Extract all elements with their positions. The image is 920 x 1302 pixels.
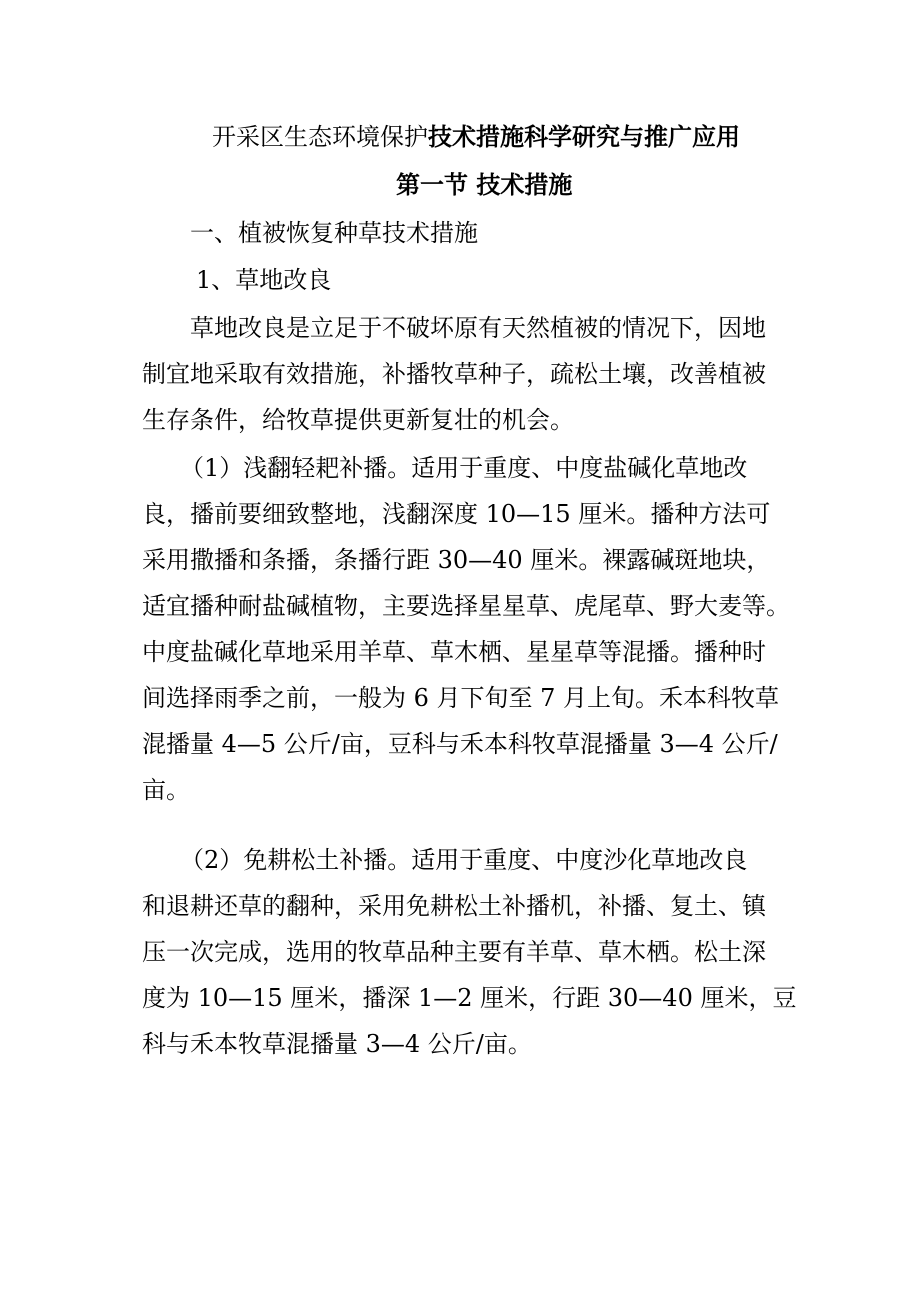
paragraph-line: （1）浅翻轻耙补播。适用于重度、中度盐碱化草地改 xyxy=(180,454,748,482)
paragraph-line: 制宜地采取有效措施，补播牧草种子，疏松土壤，改善植被 xyxy=(142,360,766,388)
paragraph-line: 度为 10—15 厘米，播深 1—2 厘米，行距 30—40 厘米，豆 xyxy=(142,984,797,1012)
paragraph-line: 采用撒播和条播，条播行距 30—40 厘米。裸露碱斑地块， xyxy=(142,546,771,574)
paragraph-line: 科与禾本牧草混播量 3—4 公斤/亩。 xyxy=(142,1030,532,1058)
paragraph-line: 亩。 xyxy=(142,776,190,804)
section-title: 第一节 技术措施 xyxy=(396,170,573,199)
heading-level2: 1、草地改良 xyxy=(196,266,332,294)
paragraph-line: 良，播前要细致整地，浅翻深度 10—15 厘米。播种方法可 xyxy=(142,500,771,528)
paragraph-line: 混播量 4—5 公斤/亩，豆科与禾本科牧草混播量 3—4 公斤/ xyxy=(142,730,778,758)
paragraph-line: 间选择雨季之前，一般为 6 月下旬至 7 月上旬。禾本科牧草 xyxy=(142,684,780,712)
title-regular: 开采区生态环境保护 xyxy=(212,123,428,151)
paragraph-line: 生存条件，给牧草提供更新复壮的机会。 xyxy=(142,406,574,434)
paragraph-line: （2）免耕松土补播。适用于重度、中度沙化草地改良 xyxy=(180,846,748,874)
paragraph-line: 适宜播种耐盐碱植物，主要选择星星草、虎尾草、野大麦等。 xyxy=(142,592,790,620)
document-title xyxy=(212,122,740,152)
heading-level1: 一、植被恢复种草技术措施 xyxy=(190,219,478,247)
paragraph-line: 压一次完成，选用的牧草品种主要有羊草、草木栖。松土深 xyxy=(142,938,766,966)
paragraph-line: 中度盐碱化草地采用羊草、草木栖、星星草等混播。播种时 xyxy=(142,638,766,666)
paragraph-line: 草地改良是立足于不破坏原有天然植被的情况下，因地 xyxy=(190,314,766,342)
paragraph-line: 和退耕还草的翻种，采用免耕松土补播机，补播、复土、镇 xyxy=(142,892,766,920)
title-bold: 技术措施科学研究与推广应用 xyxy=(428,122,740,151)
